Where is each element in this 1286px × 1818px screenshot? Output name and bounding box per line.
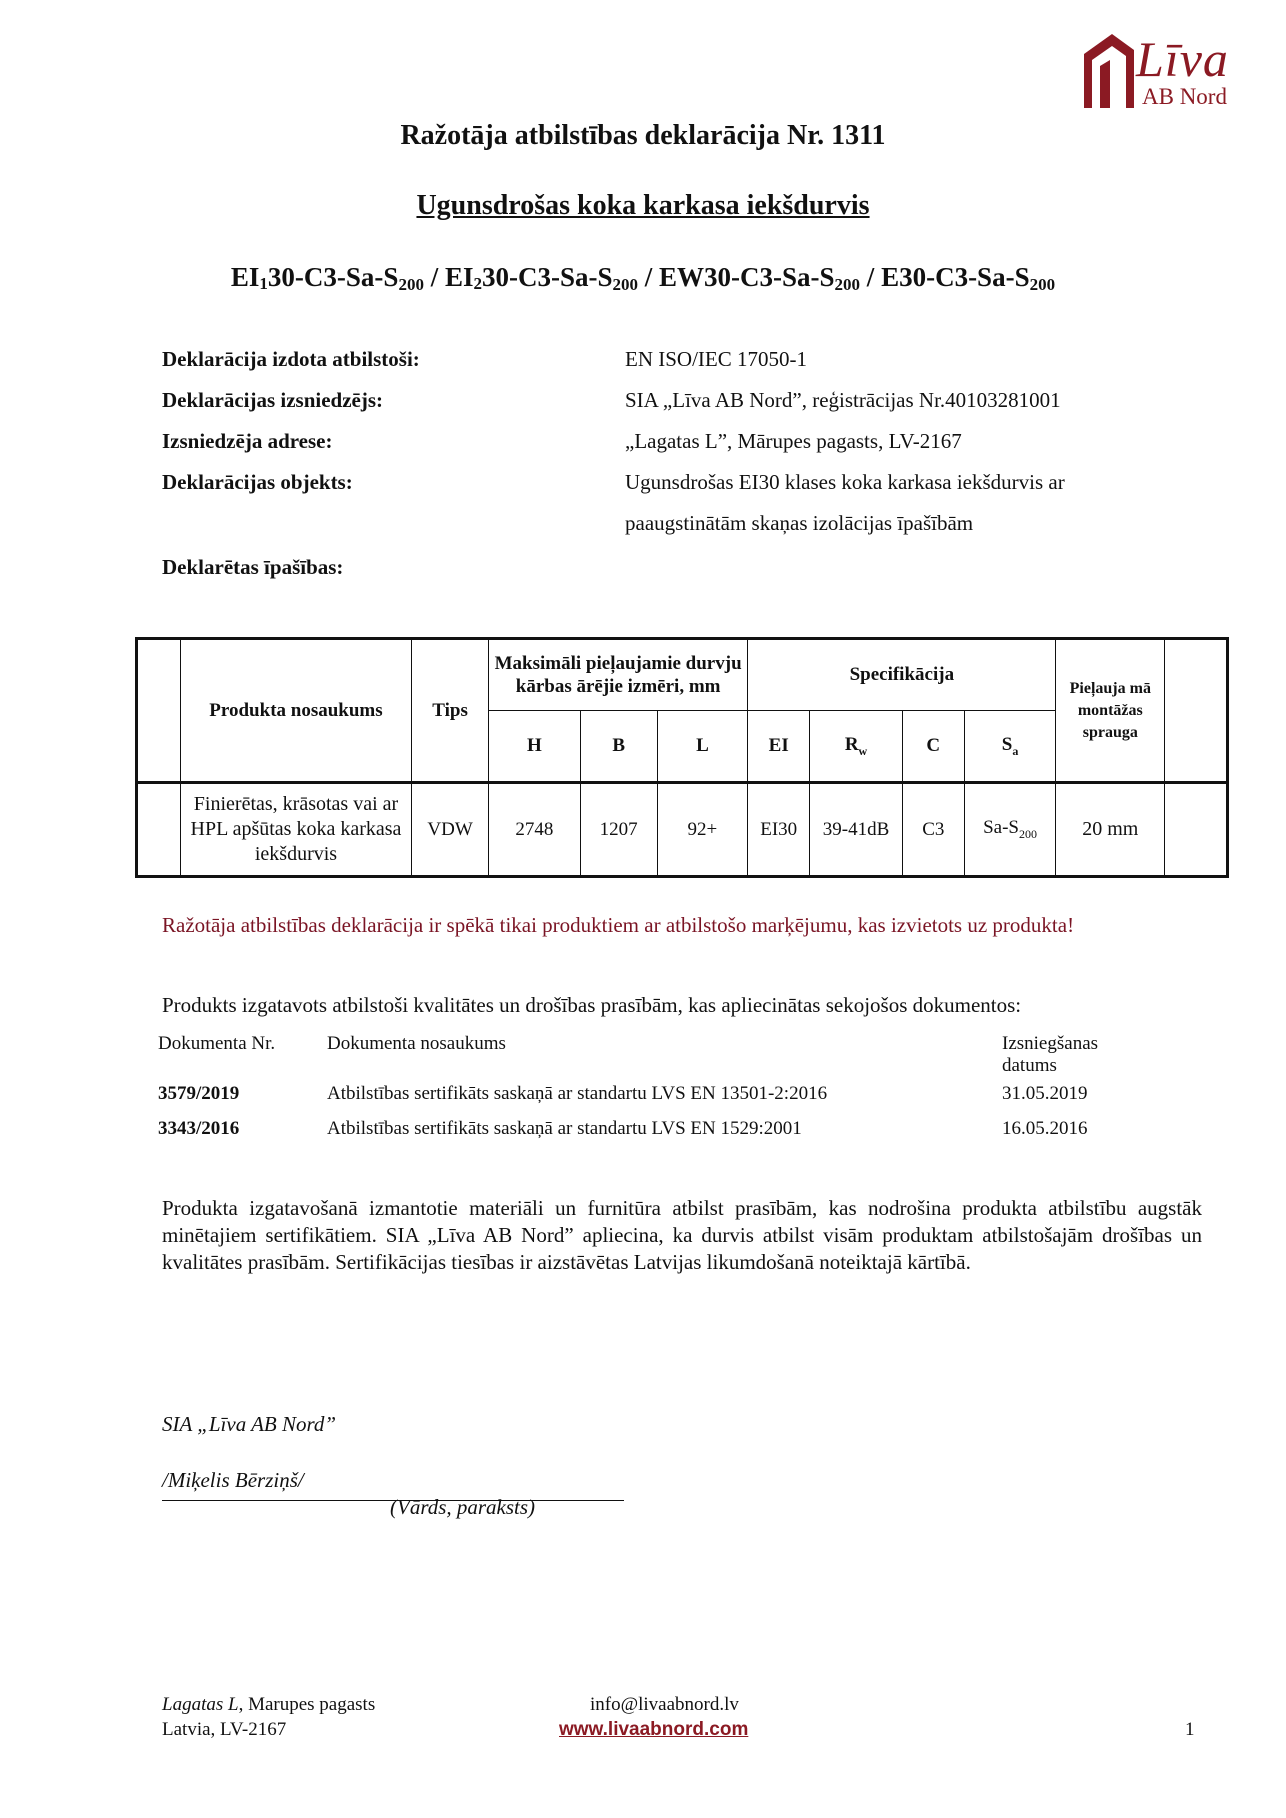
signature-company: SIA „Līva AB Nord” <box>162 1412 337 1436</box>
footer-address-line-1: Lagatas L, Marupes pagasts <box>162 1694 376 1715</box>
class-4: $E30-C3-Sa-S_{200}$ <box>881 262 1056 294</box>
logo-name: Līva <box>1136 31 1229 87</box>
address-value: „Lagatas L”, Mārupes pagasts, LV-2167 <box>625 429 962 453</box>
cell-type: VDW <box>412 783 489 877</box>
cell-b: 1207 <box>580 783 657 877</box>
signature-name: /Miķelis Bērziņš/ <box>162 1468 304 1492</box>
footer-address-line-2: Latvia, LV-2167 <box>162 1719 287 1740</box>
house-logo-icon <box>1080 30 1138 110</box>
cell-ei: EI30 <box>748 783 810 877</box>
cell-gap: 20 mm <box>1056 783 1165 877</box>
object-label: Deklarācijas objekts: <box>162 470 353 494</box>
header-b: B <box>580 711 657 783</box>
header-l: L <box>657 711 748 783</box>
doc-2-name: Atbilstības sertifikāts saskaņā ar standartu LVS EN 1529:2001 <box>327 1118 802 1139</box>
cell-blank-right <box>1165 783 1228 877</box>
header-sa: $S_a$ <box>964 711 1056 783</box>
documents-intro: Produkts izgatavots atbilstoši kvalitātes un drošības prasībām, kas apliecinātas sekojošos dokumentos: <box>162 993 1022 1017</box>
page-number: 1 <box>1185 1719 1195 1740</box>
class-3: $EW30-C3-Sa-S_{200}$ / <box>659 262 882 294</box>
class-1: $EI130-C3-Sa-S_{200}$ / <box>230 262 445 294</box>
address-label: Izsniedzēja adrese: <box>162 429 333 453</box>
doc-1-nr: 3579/2019 <box>158 1083 240 1104</box>
document-subtitle: Ugunsdrošas koka karkasa iekšdurvis <box>416 190 870 221</box>
header-c: C <box>902 711 964 783</box>
table-row <box>137 783 1228 877</box>
issued-value: EN ISO/IEC 17050-1 <box>625 347 807 371</box>
logo-subtitle: AB Nord <box>1142 84 1227 109</box>
doc-2-date: 16.05.2016 <box>1002 1118 1088 1139</box>
properties-table <box>135 637 1229 878</box>
issuer-value: SIA „Līva AB Nord”, reģistrācijas Nr.40103281001 <box>625 388 1061 412</box>
cell-h: 2748 <box>489 783 581 877</box>
object-value-line-2: paaugstinātām skaņas izolācijas īpašībām <box>625 511 974 535</box>
document-title: Ražotāja atbilstības deklarācija Nr. 1311 <box>400 120 886 151</box>
cell-sa: $Sa-S_{200}$ <box>964 783 1056 877</box>
cell-rw: 39-41dB <box>810 783 903 877</box>
signature-caption: (Vārds, paraksts) <box>390 1495 536 1519</box>
header-h: H <box>489 711 581 783</box>
cell-c: C3 <box>902 783 964 877</box>
properties-label: Deklarētas īpašības: <box>162 555 344 579</box>
doc-1-name: Atbilstības sertifikāts saskaņā ar standartu LVS EN 13501-2:2016 <box>327 1083 828 1104</box>
header-ei: EI <box>748 711 810 783</box>
validity-warning: Ražotāja atbilstības deklarācija ir spēkā tikai produktiem ar atbilstošo marķējumu, kas izvietots uz produkta! <box>162 913 1075 937</box>
header-specification: Specifikācija <box>748 639 1056 711</box>
header-rw: $R_w$ <box>810 711 903 783</box>
header-dimensions: Maksimāli pieļaujamie durvju kārbas ārējie izmēri, mm <box>489 639 748 711</box>
classification-line <box>0 262 1286 295</box>
footer-email[interactable]: info@livaabnord.lv <box>590 1694 739 1715</box>
docs-header-date: Izsniegšanas datums <box>1002 1033 1099 1076</box>
object-value-line-1: Ugunsdrošas EI30 klases koka karkasa iekšdurvis ar <box>625 470 1065 494</box>
cell-blank-left <box>137 783 181 877</box>
docs-header-name: Dokumenta nosaukums <box>327 1033 506 1054</box>
cell-product: Finierētas, krāsotas vai ar HPL apšūtas koka karkasa iekšdurvis <box>180 783 411 877</box>
issuer-label: Deklarācijas izsniedzējs: <box>162 388 384 412</box>
header-gap: Pieļauja mā montāžas sprauga <box>1056 639 1165 783</box>
doc-1-date: 31.05.2019 <box>1002 1083 1088 1104</box>
company-logo <box>1080 30 1240 110</box>
class-2: $EI230-C3-Sa-S_{200}$ / <box>444 262 660 294</box>
cell-l: 92+ <box>657 783 748 877</box>
compliance-paragraph: Produkta izgatavošanā izmantotie materiāli un furnitūra atbilst prasībām, kas nodrošina produkta atbilstību augstāk minētajiem sertifikātiem. SIA „Līva AB Nord” apliecina, ka durvis atbilst visām produktam atbilstošajām drošības un kvalitātes prasībām. Sertifikācijas tiesības ir aizstāvētas Latvijas likumdošanā noteiktajā kārtībā. <box>162 1196 1202 1274</box>
table-blank-right-header <box>1165 639 1228 783</box>
header-product: Produkta nosaukums <box>180 639 411 783</box>
issued-label: Deklarācija izdota atbilstoši: <box>162 347 420 371</box>
table-blank-left-header <box>137 639 181 783</box>
footer-website-link[interactable]: www.livaabnord.com <box>559 1719 749 1740</box>
header-type: Tips <box>412 639 489 783</box>
docs-header-nr: Dokumenta Nr. <box>158 1033 276 1054</box>
doc-2-nr: 3343/2016 <box>158 1118 240 1139</box>
